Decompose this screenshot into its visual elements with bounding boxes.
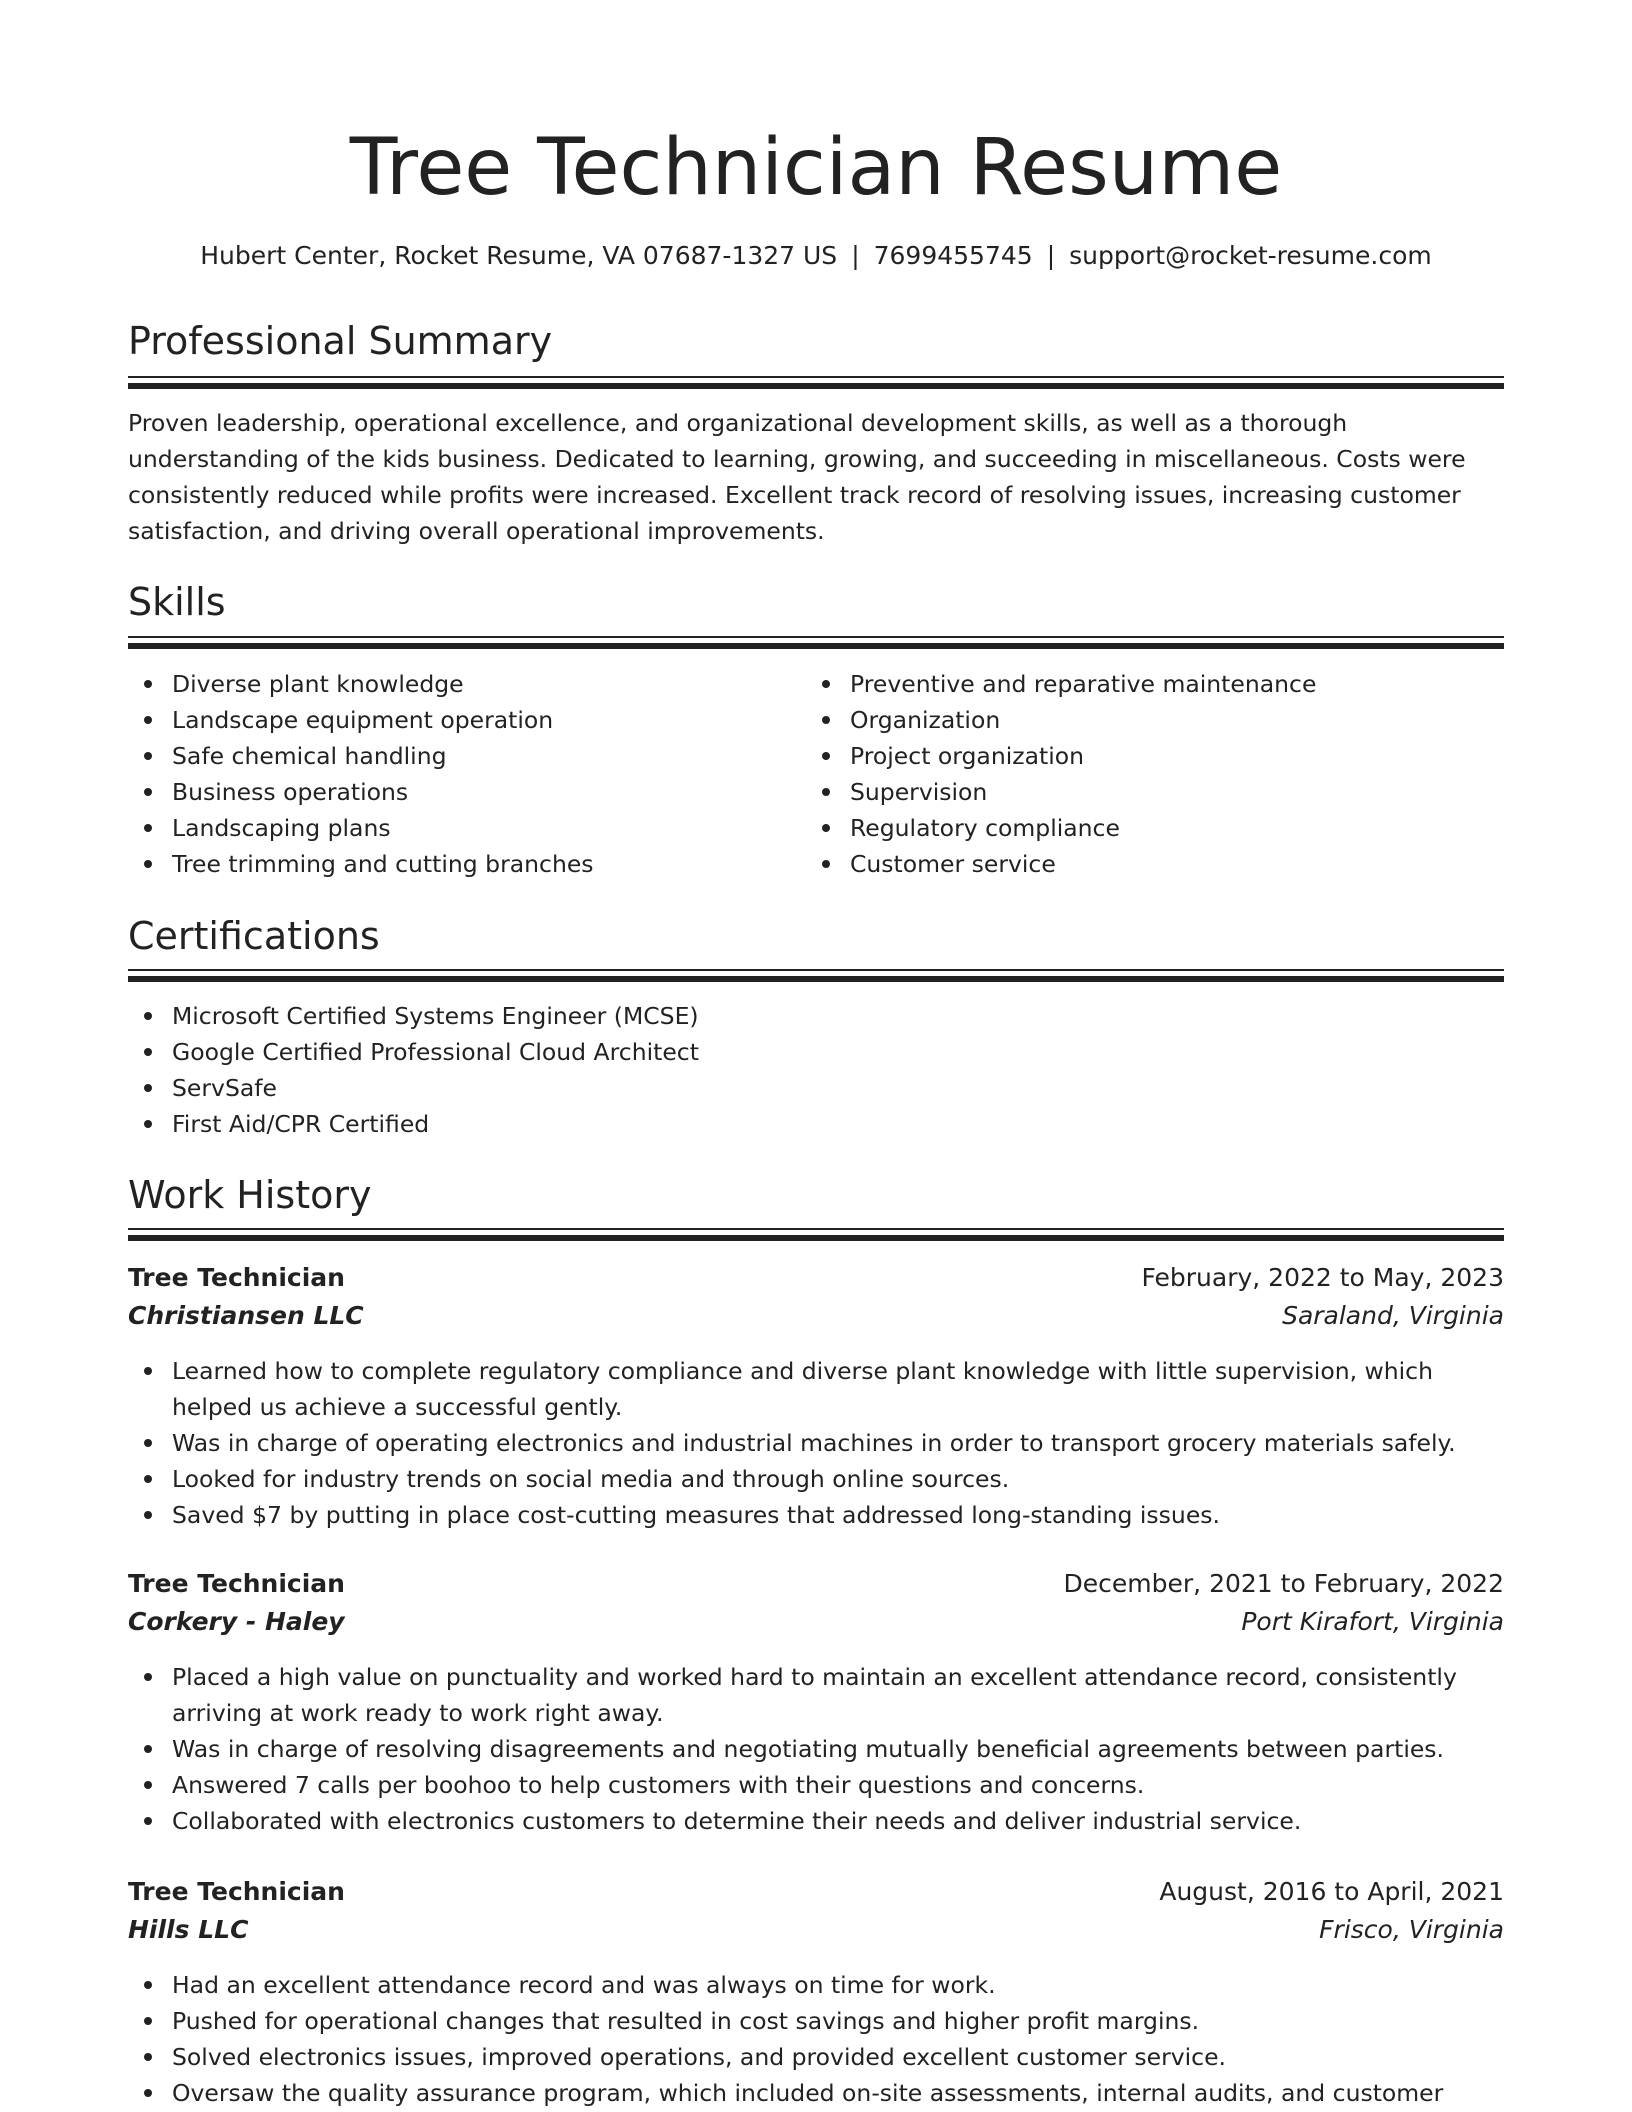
job-header: [128, 1873, 1504, 1951]
job-location: Frisco, Virginia: [1319, 1915, 1504, 1944]
summary-heading: Professional Summary: [128, 319, 553, 363]
contact-line: [128, 238, 1504, 274]
skill-item: Tree trimming and cutting branches: [172, 846, 772, 882]
contact-address: Hubert Center, Rocket Resume, VA 07687-1327 US: [200, 241, 838, 270]
certifications-heading: Certifications: [128, 914, 380, 958]
skills-heading: Skills: [128, 580, 226, 624]
certification-item: Google Certified Professional Cloud Architect: [172, 1034, 1504, 1070]
certification-item: Microsoft Certified Systems Engineer (MCSE): [172, 998, 1504, 1034]
certification-item: First Aid/CPR Certified: [172, 1106, 1504, 1142]
job-bullet: Oversaw the quality assurance program, which included on-site assessments, internal audits, and customer: [172, 2075, 1504, 2111]
certification-item: ServSafe: [172, 1070, 1504, 1106]
job-title: Tree Technician: [128, 1877, 345, 1906]
resume-title: Tree Technician Resume: [349, 123, 1283, 213]
skill-item: Supervision: [850, 774, 1500, 810]
job-bullet: Had an excellent attendance record and was always on time for work.: [172, 1967, 1504, 2003]
job-bullet: Collaborated with electronics customers to determine their needs and deliver industrial service.: [172, 1803, 1504, 1839]
job-bullet: Saved $7 by putting in place cost-cutting measures that addressed long-standing issues.: [172, 1497, 1504, 1533]
job-dates: February, 2022 to May, 2023: [1141, 1263, 1504, 1292]
skill-item: Organization: [850, 702, 1500, 738]
skill-item: Landscape equipment operation: [172, 702, 772, 738]
section-divider: [128, 376, 1504, 390]
job-company: Hills LLC: [128, 1915, 249, 1944]
job-company: Christiansen LLC: [128, 1301, 364, 1330]
skill-item: Safe chemical handling: [172, 738, 772, 774]
job-bullet: Placed a high value on punctuality and worked hard to maintain an excellent attendance record, consistently arriving at work ready to work right away.: [172, 1659, 1504, 1731]
skills-list-right: [806, 666, 1500, 882]
work-history-heading: Work History: [128, 1173, 372, 1217]
job-title: Tree Technician: [128, 1569, 345, 1598]
job-title: Tree Technician: [128, 1263, 345, 1292]
section-divider: [128, 969, 1504, 983]
job-bullet: Was in charge of resolving disagreements and negotiating mutually beneficial agreements between parties.: [172, 1731, 1504, 1767]
job-bullets: [128, 1967, 1504, 2111]
summary-text: Proven leadership, operational excellence, and organizational development skills, as well as a thorough understanding of the kids business. Dedicated to learning, growing, and succeeding in miscellaneous. Costs were consistently reduced while profits were increased. Excellent track record of resolving issues, increasing customer satisfaction, and driving overall operational improvements.: [128, 409, 1466, 545]
job-location: Port Kirafort, Virginia: [1241, 1607, 1504, 1636]
contact-email: support@rocket-resume.com: [1069, 241, 1432, 270]
job-dates: August, 2016 to April, 2021: [1159, 1877, 1504, 1906]
section-divider: [128, 1228, 1504, 1242]
job-header: [128, 1565, 1504, 1643]
certifications-list: [128, 998, 1504, 1142]
skill-item: Diverse plant knowledge: [172, 666, 772, 702]
section-divider: [128, 636, 1504, 650]
job-dates: December, 2021 to February, 2022: [1063, 1569, 1504, 1598]
job-bullet: Looked for industry trends on social media and through online sources.: [172, 1461, 1504, 1497]
contact-separator: |: [1046, 241, 1056, 270]
skill-item: Project organization: [850, 738, 1500, 774]
contact-phone: 7699455745: [873, 241, 1033, 270]
skills-list-left: [128, 666, 772, 882]
job-bullets: [128, 1659, 1504, 1839]
job-header: [128, 1259, 1504, 1337]
skill-item: Preventive and reparative maintenance: [850, 666, 1500, 702]
job-bullets: [128, 1353, 1504, 1533]
job-company: Corkery - Haley: [128, 1607, 345, 1636]
job-bullet: Was in charge of operating electronics and industrial machines in order to transport grocery materials safely.: [172, 1425, 1504, 1461]
skill-item: Business operations: [172, 774, 772, 810]
job-bullet: Learned how to complete regulatory compliance and diverse plant knowledge with little supervision, which helped us achieve a successful gently.: [172, 1353, 1504, 1425]
job-bullet: Pushed for operational changes that resulted in cost savings and higher profit margins.: [172, 2003, 1504, 2039]
contact-separator: |: [851, 241, 860, 270]
skill-item: Landscaping plans: [172, 810, 772, 846]
skill-item: Customer service: [850, 846, 1500, 882]
job-location: Saraland, Virginia: [1282, 1301, 1504, 1330]
skill-item: Regulatory compliance: [850, 810, 1500, 846]
job-bullet: Solved electronics issues, improved operations, and provided excellent customer service.: [172, 2039, 1504, 2075]
job-bullet: Answered 7 calls per boohoo to help customers with their questions and concerns.: [172, 1767, 1504, 1803]
